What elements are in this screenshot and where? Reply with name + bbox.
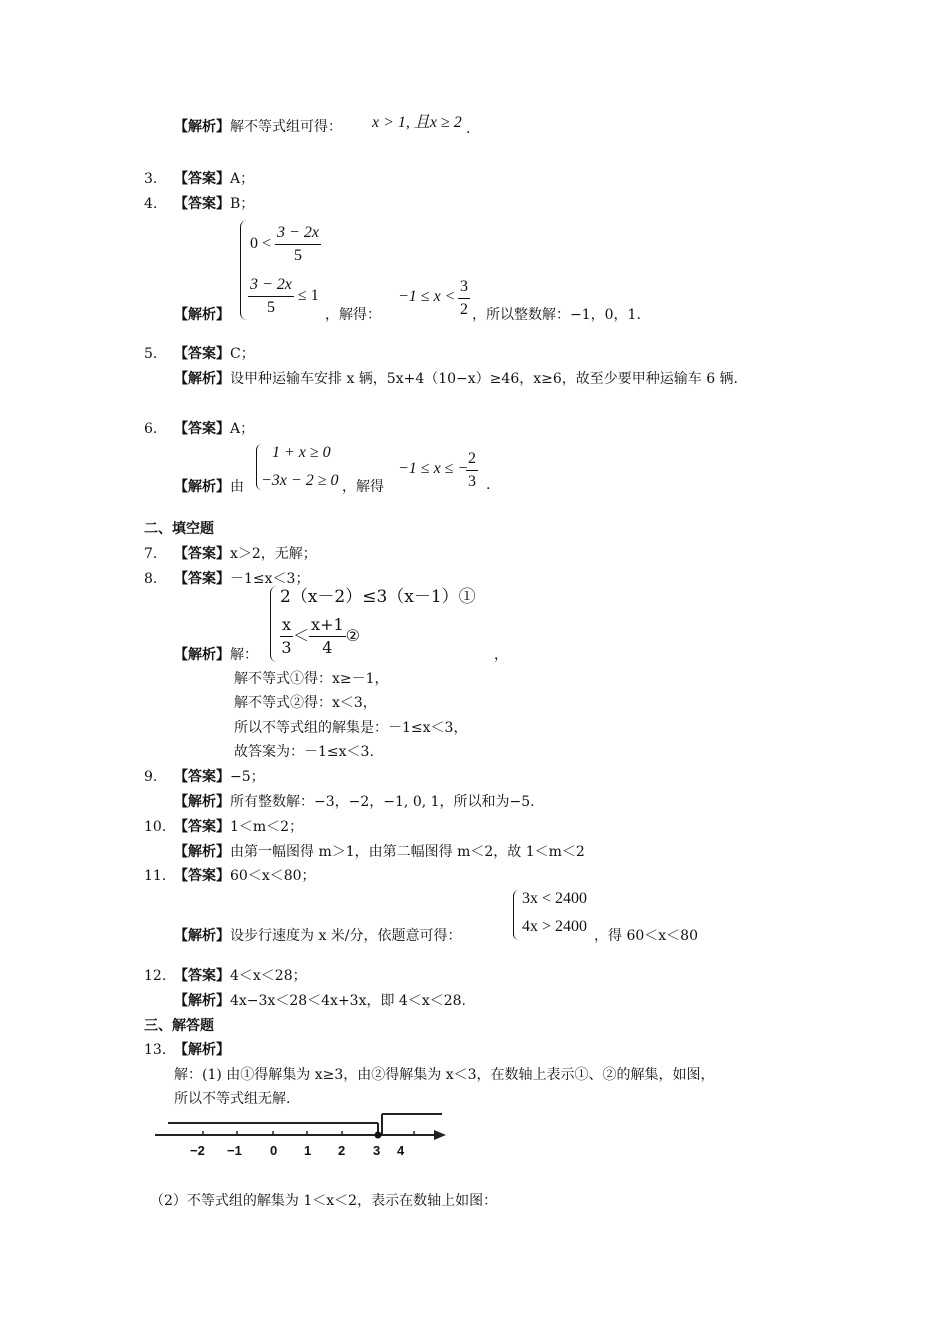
system-brace [240, 220, 247, 320]
q2-math: x > 1, 且x ≥ 2 [372, 114, 462, 131]
system-brace [513, 890, 519, 940]
q8-answer: 8. 【答案】－1≤x＜3； [144, 571, 310, 587]
q2-analysis [174, 118, 342, 136]
tick-label: 1 [304, 1143, 312, 1158]
q11-answer: 11. 【答案】60＜x＜80； [144, 868, 316, 884]
q9-analysis: 【解析】所有整数解：−3，−2，−1, 0, 1，所以和为−5. [174, 794, 535, 810]
analysis-text: 解不等式组可得： [230, 119, 342, 135]
q3-answer [144, 170, 254, 188]
q6-solve-text: ，解得 [342, 479, 384, 495]
q4-tail: ，所以整数解：−1，0，1. [472, 307, 641, 323]
q7-answer: 7. 【答案】x＞2，无解； [144, 546, 317, 562]
tick-label: −2 [190, 1143, 205, 1158]
q4-analysis-label: 【解析】 [174, 307, 230, 323]
q4-answer [144, 195, 254, 213]
q10-analysis: 【解析】由第一幅图得 m＞1，由第二幅图得 m＜2，故 1＜m＜2 [174, 844, 585, 860]
q11-tail: ，得 60＜x＜80 [594, 928, 698, 944]
q8-step: 解不等式①得：x≥－1， [234, 671, 389, 687]
q6-analysis-label: 【解析】由 [174, 479, 244, 495]
q12-analysis: 【解析】4x−3x＜28＜4x+3x，即 4＜x＜28. [174, 993, 467, 1009]
tick-label: 4 [397, 1143, 405, 1158]
q4-result: −1 ≤ x < [398, 288, 456, 305]
question-number: 4. [144, 196, 158, 212]
q8-line1: 2（x－2）≤3（x－1）① [280, 587, 476, 607]
q2-end: . [466, 121, 471, 137]
tick-label: 0 [270, 1143, 278, 1158]
q6-answer: 6. 【答案】A； [144, 421, 255, 437]
q8-line2: $\frac{x}{3}$ ＜ $\frac{x+1}{4}$ ② [281, 615, 360, 657]
answer-label: 【答案】 [174, 196, 230, 212]
q4-system-line2: $\frac{3 - 2x}{5}$ ≤ 1 [250, 276, 319, 316]
q13-part2: （2）不等式组的解集为 1＜x＜2，表示在数轴上如图： [150, 1193, 498, 1209]
q11-analysis: 【解析】设步行速度为 x 米/分，依题意可得： [174, 928, 462, 944]
q6-result: −1 ≤ x ≤ − [398, 460, 469, 477]
q8-step: 解不等式②得：x＜3， [234, 695, 377, 711]
answer-value: B； [230, 196, 255, 212]
system-brace [270, 586, 277, 662]
q13-part1: 解：(1) 由①得解集为 x≥3，由②得解集为 x＜3，在数轴上表示①、②的解集，如图， [174, 1067, 715, 1083]
q13-part1-cont: 所以不等式组无解. [174, 1091, 291, 1107]
section-title: 三、解答题 [144, 1018, 214, 1034]
q8-analysis-label: 【解析】解： [174, 647, 258, 663]
q4-system-line1: 0 < $\frac{3 - 2x}{5}$ [250, 224, 319, 264]
q9-answer: 9. 【答案】−5； [144, 769, 265, 785]
q6-line2: −3x − 2 ≥ 0 [261, 472, 339, 489]
q5-analysis: 【解析】设甲种运输车安排 x 辆，5x+4（10−x）≥46，x≥6，故至少要甲种运输车 6 辆. [174, 371, 739, 387]
q13-header: 13. 【解析】 [144, 1042, 230, 1058]
tick-label: 2 [338, 1143, 346, 1158]
q8-step: 所以不等式组的解集是：－1≤x＜3， [234, 720, 468, 736]
question-number: 3. [144, 171, 158, 187]
q8-step: 故答案为：－1≤x＜3. [234, 744, 374, 760]
tick-label: −1 [227, 1143, 242, 1158]
analysis-label: 【解析】 [174, 119, 230, 135]
q6-result-fraction: $\frac{2}{3}$ [468, 450, 476, 490]
q6-end: . [486, 477, 491, 493]
q11-line2: 4x > 2400 [522, 918, 588, 935]
section-title: 二、填空题 [144, 521, 214, 537]
q6-line1: 1 + x ≥ 0 [272, 444, 331, 461]
q8-comma: ， [494, 647, 508, 663]
q4-result-fraction: $\frac{3}{2}$ [460, 278, 468, 318]
q11-line1: 3x < 2400 [522, 890, 588, 907]
q5-answer: 5. 【答案】C； [144, 346, 255, 362]
q4-solve-text: ，解得： [325, 307, 381, 323]
q12-answer: 12. 【答案】4＜x＜28； [144, 968, 307, 984]
q10-answer: 10. 【答案】1＜m＜2； [144, 819, 304, 835]
tick-label: 3 [373, 1143, 381, 1158]
answer-value: A； [230, 171, 255, 187]
answer-label: 【答案】 [174, 171, 230, 187]
